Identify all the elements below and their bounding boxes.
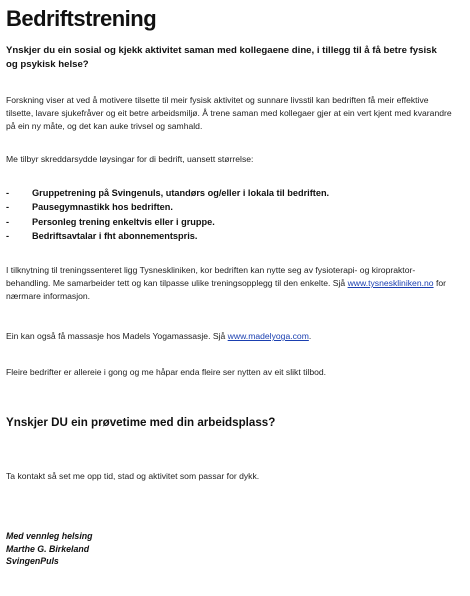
signature-block [6,530,93,568]
clinic-paragraph: I tilknytning til treningssenteret ligg Tysneskliniken, kor bedriften kan nytte seg av fysioterapi- og kiropraktor-behandling. Me samarbeider tett og kan tilpasse ulike treningsopplegg til den enkelte. Sjå www.tysneskliniken.no for nærmare informasjon. [6,265,446,301]
list-dash: - [6,230,10,241]
madelyoga-link[interactable]: www.madelyoga.com [227,331,309,341]
signature-name: Marthe G. Birkeland [6,543,90,554]
tysneskliniken-link[interactable]: www.tysneskliniken.no [347,278,434,288]
list-dash: - [6,216,10,227]
list-item: - Personleg trening enkeltvis eller i gruppe. [6,215,458,229]
companies-paragraph: Fleire bedrifter er allereie i gong og me håpar enda fleire ser nytten av eit slikt tilbod. [6,367,327,377]
list-item: - Gruppetrening på Svingenuls, utandørs og/eller i lokala til bedriften. [6,186,458,200]
massage-paragraph: Ein kan også få massasje hos Madels Yogamassasje. Sjå www.madelyoga.com. [6,331,312,341]
signature-company: SvingenPuls [6,556,59,566]
list-item: - Pausegymnastikk hos bedriften. [6,200,458,214]
signature-greeting: Med vennleg helsing [6,531,93,541]
page-title: Bedriftstrening [6,6,157,31]
offer-paragraph: Me tilbyr skreddarsydde løysingar for di bedrift, uansett størrelse: [6,154,254,164]
trial-heading: Ynskjer DU ein prøvetime med din arbeidsplass? [6,416,276,429]
list-dash: - [6,188,10,198]
contact-paragraph: Ta kontakt så set me opp tid, stad og aktivitet som passar for dykk. [6,471,260,481]
intro-paragraph: Forskning viser at ved å motivere tilsette til meir fysisk aktivitet og sunnare livsstil kan bedriften få meir effektive tilsette, lavare sjukefråver og eit betre arbeidsmiljø. Å trene saman med kollegaer gjer at ein vert kjent med kvarandre på ein ny måte, og det kan auke trivsel og samhald. [6,95,452,131]
offer-list [6,186,458,243]
list-item: - Bedriftsavtalar i fht abonnementspris. [6,229,458,243]
lead-question: Ynskjer du ein sosial og kjekk aktivitet saman med kollegaene dine, i tillegg til å få betre fysisk og psykisk helse? [6,45,437,70]
list-dash: - [6,202,10,213]
